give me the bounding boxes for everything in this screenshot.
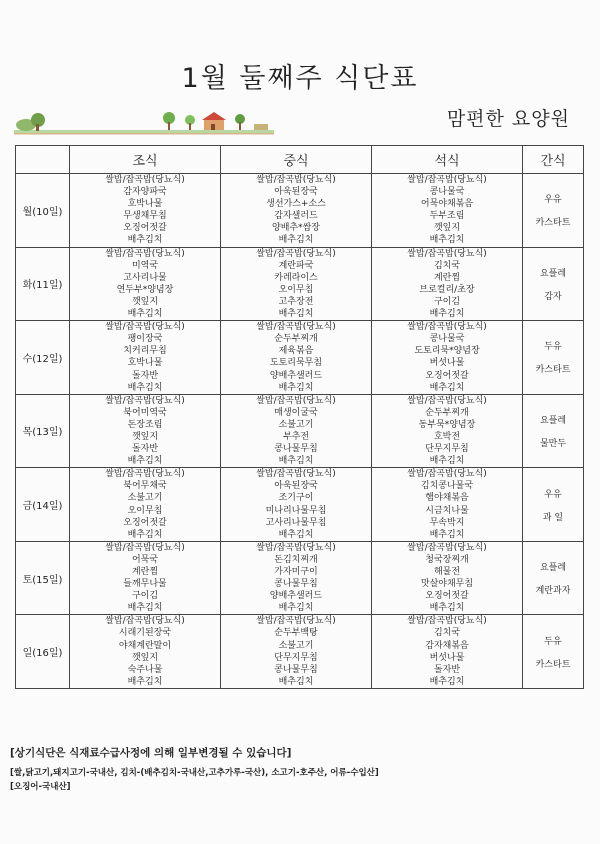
menu-item: 도토리묵무침 — [269, 358, 323, 369]
snack-cell — [523, 247, 584, 321]
menu-item: 김치국 — [433, 628, 461, 639]
lunch-cell — [221, 615, 372, 689]
menu-item: 배추김치 — [278, 603, 314, 614]
breakfast-cell — [70, 394, 221, 468]
menu-item: 구이김 — [433, 296, 461, 307]
menu-item: 계란찜 — [131, 567, 159, 577]
menu-item: 해물전 — [433, 567, 461, 577]
menu-item: 고사리나물 — [123, 272, 167, 283]
menu-item: 쌀밥/잡곡밥(당뇨식) — [256, 542, 336, 553]
menu-item: 소불고기 — [278, 419, 314, 430]
snack-item: 카스타트 — [535, 365, 571, 376]
menu-item: 무생채무침 — [123, 211, 167, 222]
menu-item: 순두부백탕 — [274, 628, 318, 639]
snack-item: 카스타트 — [535, 218, 571, 229]
menu-item: 버섯나물 — [429, 358, 465, 369]
menu-item: 콩나물국 — [429, 187, 465, 198]
menu-item: 오징어젓갈 — [123, 517, 167, 528]
menu-item: 쌀밥/잡곡밥(당뇨식) — [105, 395, 185, 406]
menu-item: 아욱된장국 — [274, 481, 318, 492]
menu-item: 시래기된장국 — [118, 628, 172, 639]
menu-item: 팽이장국 — [127, 334, 163, 345]
menu-item: 어묵국 — [131, 554, 159, 565]
facility-name: 맘편한 요양원 — [446, 108, 570, 130]
menu-item: 고추장전 — [278, 296, 314, 307]
menu-item: 쌀밥/잡곡밥(당뇨식) — [105, 322, 185, 333]
table-header-row — [16, 146, 584, 174]
dinner-cell — [372, 174, 523, 248]
menu-item: 동부묵*양념장 — [418, 419, 476, 430]
menu-item: 깻잎지 — [131, 652, 159, 663]
menu-item: 쌀밥/잡곡밥(당뇨식) — [407, 395, 487, 406]
menu-item: 배추김치 — [127, 309, 163, 320]
menu-item: 배추김치 — [278, 676, 314, 687]
menu-item: 쌀밥/잡곡밥(당뇨식) — [407, 175, 487, 185]
menu-item: 어묵야채볶음 — [420, 199, 474, 210]
table-row — [16, 247, 584, 321]
table-row — [16, 394, 584, 468]
snack-item: 두유 — [544, 342, 562, 353]
snack-item: 과 일 — [542, 512, 564, 523]
snack-cell — [523, 321, 584, 395]
menu-item: 쌀밥/잡곡밥(당뇨식) — [407, 469, 487, 480]
menu-item: 쌀밥/잡곡밥(당뇨식) — [256, 248, 336, 259]
menu-item: 무속박지 — [429, 517, 465, 528]
breakfast-cell — [70, 174, 221, 248]
menu-item: 조기구이 — [278, 493, 314, 504]
change-notice: [상기식단은 식재료수급사정에 의해 일부변경될 수 있습니다] — [10, 747, 292, 759]
menu-item: 브로컬리/초장 — [419, 284, 475, 295]
snack-cell — [523, 468, 584, 542]
table-row — [16, 468, 584, 542]
snack-item: 두유 — [544, 636, 562, 647]
menu-item: 쌀밥/잡곡밥(당뇨식) — [407, 248, 487, 259]
menu-item: 호박나물 — [127, 199, 163, 210]
menu-item: 미나리나물무침 — [265, 505, 327, 516]
menu-item: 쌀밥/잡곡밥(당뇨식) — [407, 322, 487, 333]
snack-item: 요플레 — [539, 415, 567, 426]
menu-item: 청국장찌개 — [425, 554, 469, 565]
day-label: 수(12일) — [16, 321, 70, 395]
dinner-cell — [372, 615, 523, 689]
menu-item: 배추김치 — [429, 529, 465, 540]
snack-item: 우유 — [544, 489, 562, 500]
header-lunch: 중식 — [221, 146, 372, 174]
menu-item: 계란파국 — [278, 260, 314, 271]
menu-item: 쌀밥/잡곡밥(당뇨식) — [407, 616, 487, 627]
table-row — [16, 615, 584, 689]
menu-item: 깻잎지 — [433, 223, 461, 234]
menu-item: 부추전 — [282, 431, 310, 442]
menu-item: 오징어젓갈 — [425, 370, 469, 381]
menu-item: 호박나물 — [127, 358, 163, 369]
menu-item: 양배추샐러드 — [269, 370, 323, 381]
lunch-cell — [221, 468, 372, 542]
lunch-cell — [221, 541, 372, 615]
menu-item: 김치콩나물국 — [420, 481, 474, 492]
menu-item: 숙주나물 — [127, 664, 163, 675]
header-dinner: 석식 — [372, 146, 523, 174]
menu-item: 오이무침 — [278, 284, 314, 295]
lunch-cell — [221, 394, 372, 468]
lunch-cell — [221, 321, 372, 395]
menu-item: 치커리무침 — [123, 346, 167, 357]
menu-item: 북어무채국 — [123, 481, 167, 492]
menu-item: 시금치나물 — [425, 505, 469, 516]
menu-item: 콩나물무침 — [274, 664, 318, 675]
snack-item: 요플레 — [539, 563, 567, 574]
menu-item: 구이김 — [131, 591, 159, 602]
menu-item: 배추김치 — [278, 529, 314, 540]
menu-item: 오이무침 — [127, 505, 163, 516]
snack-cell — [523, 615, 584, 689]
menu-item: 단무지무침 — [274, 652, 318, 663]
snack-item: 요플레 — [539, 268, 567, 279]
breakfast-cell — [70, 321, 221, 395]
menu-item: 쌀밥/잡곡밥(당뇨식) — [105, 616, 185, 627]
menu-item: 배추김치 — [127, 529, 163, 540]
menu-item: 돌자반 — [131, 370, 159, 381]
menu-item: 생선가스+소스 — [266, 199, 326, 210]
menu-item: 감자양파국 — [123, 187, 167, 198]
menu-item: 배추김치 — [278, 309, 314, 320]
breakfast-cell — [70, 615, 221, 689]
menu-item: 버섯나물 — [429, 652, 465, 663]
table-row — [16, 321, 584, 395]
menu-item: 배추김치 — [127, 382, 163, 393]
menu-item: 배추김치 — [278, 382, 314, 393]
menu-item: 오징어젓갈 — [425, 591, 469, 602]
menu-item: 고사리나물무침 — [265, 517, 327, 528]
menu-item: 쌀밥/잡곡밥(당뇨식) — [105, 542, 185, 553]
snack-cell — [523, 174, 584, 248]
menu-item: 쌀밥/잡곡밥(당뇨식) — [105, 248, 185, 259]
menu-item: 제육볶음 — [278, 346, 314, 357]
day-label: 화(11일) — [16, 247, 70, 321]
menu-item: 소불고기 — [278, 640, 314, 651]
menu-item: 배추김치 — [127, 603, 163, 614]
lunch-cell — [221, 247, 372, 321]
menu-item: 매생이굴국 — [274, 407, 318, 418]
dinner-cell — [372, 247, 523, 321]
menu-item: 깻잎지 — [131, 431, 159, 442]
day-label: 금(14일) — [16, 468, 70, 542]
menu-item: 배추김치 — [429, 456, 465, 467]
menu-item: 들깨무나물 — [123, 579, 167, 590]
menu-item: 소불고기 — [127, 493, 163, 504]
dinner-cell — [372, 394, 523, 468]
header-day — [16, 146, 70, 174]
menu-item: 배추김치 — [278, 235, 314, 246]
menu-item: 감자채볶음 — [425, 640, 469, 651]
menu-item: 두부조림 — [429, 211, 465, 222]
menu-item: 쌀밥/잡곡밥(당뇨식) — [256, 395, 336, 406]
menu-item: 깻잎지 — [131, 296, 159, 307]
lunch-cell — [221, 174, 372, 248]
menu-item: 감자샐러드 — [274, 211, 318, 222]
table-row — [16, 174, 584, 248]
menu-item: 가자미구이 — [274, 567, 318, 577]
breakfast-cell — [70, 468, 221, 542]
menu-item: 미역국 — [131, 260, 159, 271]
menu-item: 쌀밥/잡곡밥(당뇨식) — [256, 616, 336, 627]
menu-item: 맛살야채무침 — [420, 579, 474, 590]
header-breakfast: 조식 — [70, 146, 221, 174]
menu-item: 콩나물무침 — [274, 444, 318, 455]
menu-item: 카레라이스 — [274, 272, 318, 283]
day-label: 목(13일) — [16, 394, 70, 468]
origin-notice-squid: [오징어-국내산] — [10, 782, 71, 792]
dinner-cell — [372, 321, 523, 395]
menu-item: 김치국 — [433, 260, 461, 271]
menu-item: 연두부*양념장 — [116, 284, 174, 295]
snack-item: 물만두 — [539, 438, 567, 449]
menu-item: 양배추*쌈장 — [272, 223, 320, 234]
menu-item: 돈김치찌개 — [274, 554, 318, 565]
menu-item: 쌀밥/잡곡밥(당뇨식) — [105, 469, 185, 480]
menu-item: 쌀밥/잡곡밥(당뇨식) — [256, 322, 336, 333]
menu-item: 단무지무침 — [425, 444, 469, 455]
menu-item: 배추김치 — [278, 456, 314, 467]
table-row — [16, 541, 584, 615]
menu-item: 순두부찌개 — [425, 407, 469, 418]
menu-item: 아욱된장국 — [274, 187, 318, 198]
menu-item: 햄야채볶음 — [425, 493, 469, 504]
menu-item: 오징어젓갈 — [123, 223, 167, 234]
menu-item: 호박전 — [433, 431, 461, 442]
breakfast-cell — [70, 247, 221, 321]
menu-item: 북어미역국 — [123, 407, 167, 418]
menu-item: 돌자반 — [433, 664, 461, 675]
snack-item: 카스타트 — [535, 659, 571, 670]
menu-item: 계란찜 — [433, 272, 461, 283]
day-label: 토(15일) — [16, 541, 70, 615]
menu-item: 배추김치 — [429, 382, 465, 393]
menu-item: 배추김치 — [127, 235, 163, 246]
menu-item: 쌀밥/잡곡밥(당뇨식) — [407, 542, 487, 553]
menu-item: 콩나물국 — [429, 334, 465, 345]
menu-item: 도토리묵*양념장 — [414, 346, 480, 357]
snack-cell — [523, 394, 584, 468]
menu-item: 배추김치 — [429, 603, 465, 614]
weekly-menu-table — [15, 145, 584, 689]
menu-item: 배추김치 — [127, 456, 163, 467]
snack-item: 계란과자 — [535, 586, 571, 597]
menu-item: 쌀밥/잡곡밥(당뇨식) — [105, 175, 185, 185]
dinner-cell — [372, 541, 523, 615]
menu-item: 배추김치 — [429, 309, 465, 320]
garden-illustration — [14, 108, 274, 138]
day-label: 일(16일) — [16, 615, 70, 689]
header-snack: 간식 — [523, 146, 584, 174]
snack-item: 감자 — [544, 291, 562, 302]
menu-item: 배추김치 — [429, 676, 465, 687]
origin-notice: [쌀,닭고기,돼지고기-국내산, 김치-(배추김치-국내산,고추가루-국산), 소고기-호주산, 어류-수입산] — [10, 768, 379, 778]
dinner-cell — [372, 468, 523, 542]
snack-item: 우유 — [544, 195, 562, 206]
day-label: 월(10일) — [16, 174, 70, 248]
menu-item: 순두부찌개 — [274, 334, 318, 345]
page-title: 1월 둘째주 식단표 — [181, 63, 419, 94]
menu-item: 야채계란말이 — [118, 640, 172, 651]
snack-cell — [523, 541, 584, 615]
menu-item: 쌀밥/잡곡밥(당뇨식) — [256, 175, 336, 185]
menu-item: 돌자반 — [131, 444, 159, 455]
menu-item: 배추김치 — [127, 676, 163, 687]
menu-item: 배추김치 — [429, 235, 465, 246]
menu-item: 돈장조림 — [127, 419, 163, 430]
menu-item: 쌀밥/잡곡밥(당뇨식) — [256, 469, 336, 480]
breakfast-cell — [70, 541, 221, 615]
menu-item: 양배추샐러드 — [269, 591, 323, 602]
menu-item: 콩나물무침 — [274, 579, 318, 590]
